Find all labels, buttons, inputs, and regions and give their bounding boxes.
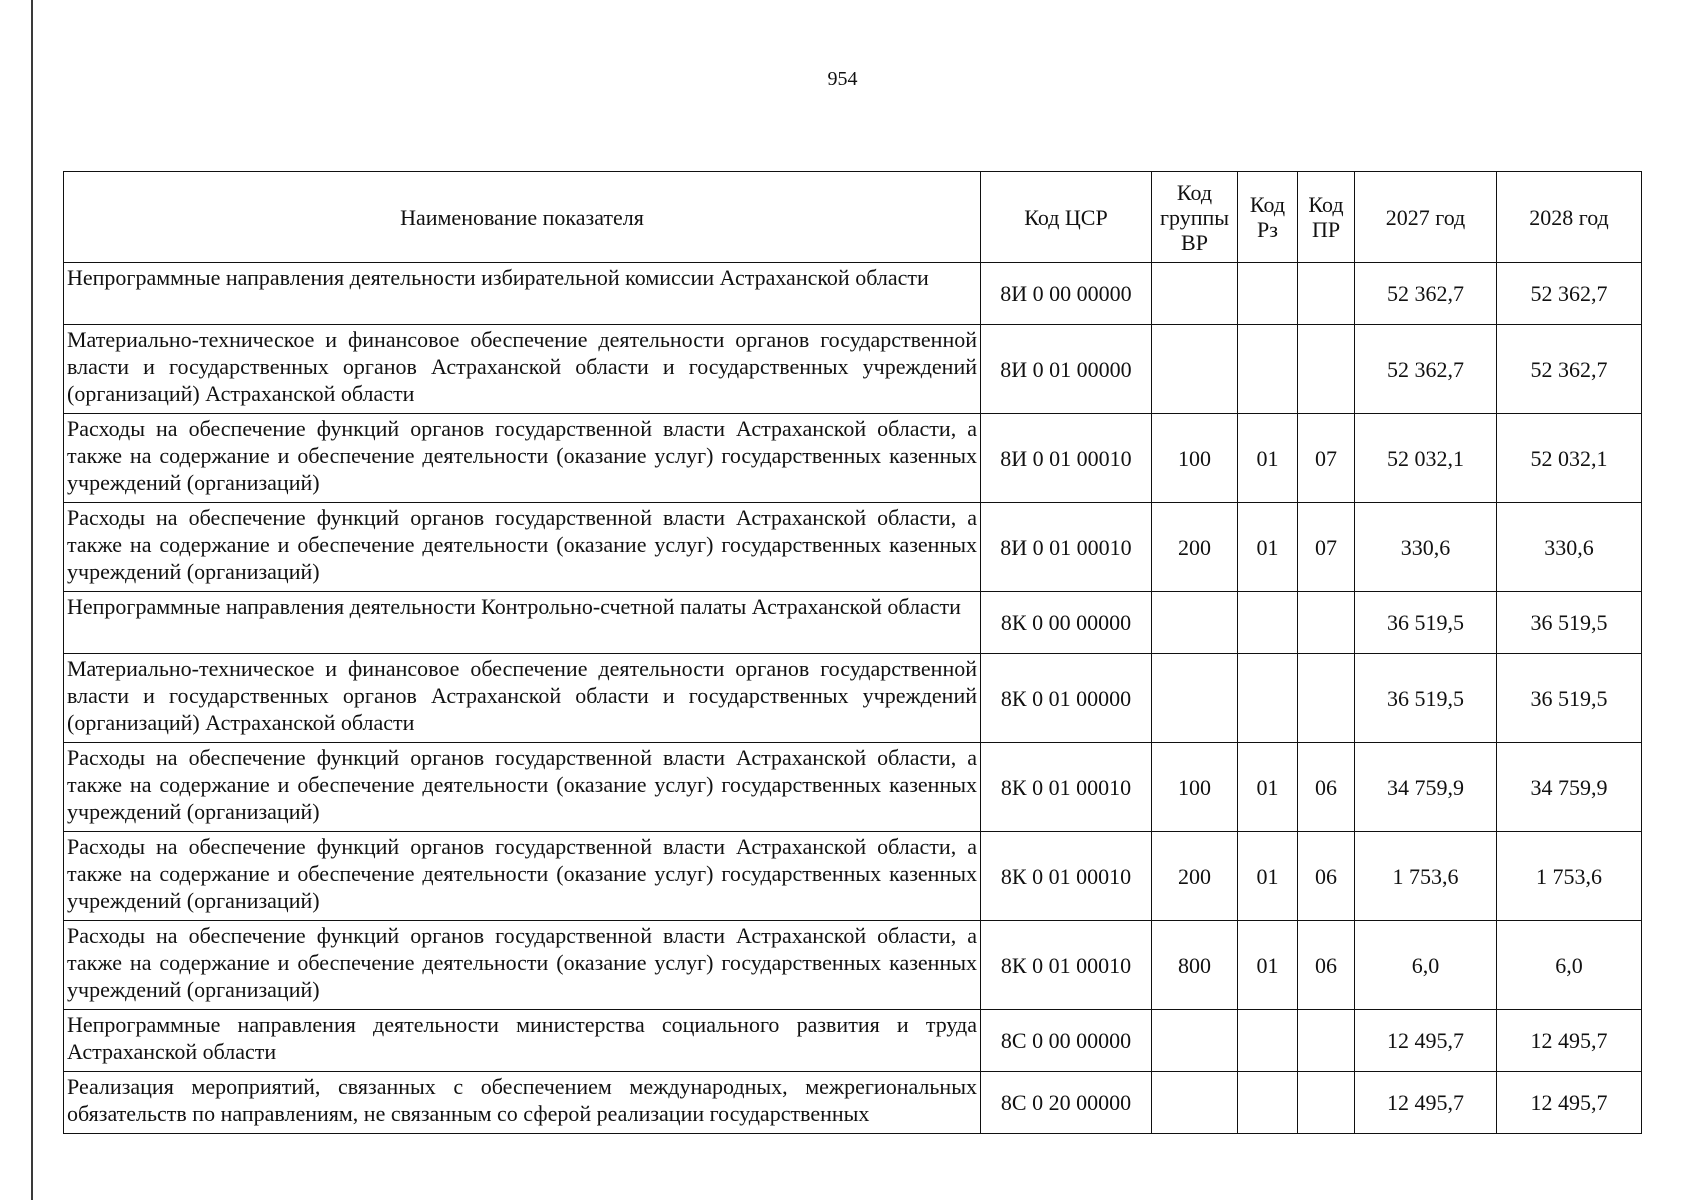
row-rz [1238, 654, 1298, 743]
row-pr [1298, 592, 1355, 654]
row-rz [1238, 592, 1298, 654]
row-2027: 52 032,1 [1355, 414, 1497, 503]
table-row [64, 1010, 1642, 1072]
table-row [64, 1072, 1642, 1134]
row-2027: 330,6 [1355, 503, 1497, 592]
table-header-row [64, 172, 1642, 263]
row-csr: 8К 0 01 00000 [981, 654, 1152, 743]
row-2027: 36 519,5 [1355, 592, 1497, 654]
row-2028: 1 753,6 [1497, 832, 1642, 921]
table-row [64, 503, 1642, 592]
row-2027: 6,0 [1355, 921, 1497, 1010]
table-row [64, 921, 1642, 1010]
row-name: Материально-техническое и финансовое обеспечение деятельности органов государственной власти и государственных органов Астраханской области и государственных учреждений (организаций) Астраханской области [64, 325, 981, 414]
row-2027: 52 362,7 [1355, 325, 1497, 414]
row-vr: 200 [1152, 503, 1238, 592]
header-pr-line-1: Код [1308, 192, 1344, 217]
row-name-cell [64, 1072, 981, 1134]
row-2028: 36 519,5 [1497, 654, 1642, 743]
row-csr: 8К 0 01 00010 [981, 921, 1152, 1010]
row-vr [1152, 263, 1238, 325]
header-pr-line-2: ПР [1311, 217, 1341, 242]
row-csr: 8И 0 01 00010 [981, 414, 1152, 503]
row-name: Расходы на обеспечение функций органов государственной власти Астраханской области, а также на содержание и обеспечение деятельности (оказание услуг) государственных казенных учреждений (организаций) [64, 832, 981, 921]
row-2028: 34 759,9 [1497, 743, 1642, 832]
header-name: Наименование показателя [64, 172, 981, 263]
header-2028: 2028 год [1497, 172, 1642, 263]
table-row [64, 832, 1642, 921]
row-pr: 06 [1298, 743, 1355, 832]
row-vr [1152, 592, 1238, 654]
row-csr: 8С 0 00 00000 [981, 1010, 1152, 1072]
budget-table [63, 171, 1642, 1134]
header-csr: Код ЦСР [981, 172, 1152, 263]
row-rz: 01 [1238, 743, 1298, 832]
row-name: Материально-техническое и финансовое обеспечение деятельности органов государственной власти и государственных органов Астраханской области и государственных учреждений (организаций) Астраханской области [64, 654, 981, 743]
header-vr-line-1: Код [1176, 179, 1213, 205]
table-row [64, 263, 1642, 325]
row-2027: 52 362,7 [1355, 263, 1497, 325]
table-row [64, 414, 1642, 503]
row-2027: 34 759,9 [1355, 743, 1497, 832]
row-rz [1238, 325, 1298, 414]
row-pr: 07 [1298, 503, 1355, 592]
row-2027: 12 495,7 [1355, 1010, 1497, 1072]
header-vr-line-2: группы [1159, 204, 1230, 230]
row-vr: 100 [1152, 414, 1238, 503]
row-rz: 01 [1238, 921, 1298, 1010]
row-2028: 36 519,5 [1497, 592, 1642, 654]
row-csr: 8И 0 01 00010 [981, 503, 1152, 592]
row-pr [1298, 325, 1355, 414]
header-rz-line-1: Код [1249, 192, 1286, 217]
row-name: Расходы на обеспечение функций органов государственной власти Астраханской области, а также на содержание и обеспечение деятельности (оказание услуг) государственных казенных учреждений (организаций) [64, 503, 981, 592]
row-rz [1238, 263, 1298, 325]
row-2027: 1 753,6 [1355, 832, 1497, 921]
header-pr [1298, 172, 1355, 263]
page-number: 954 [827, 68, 858, 90]
row-pr: 06 [1298, 921, 1355, 1010]
row-2028: 52 032,1 [1497, 414, 1642, 503]
row-vr [1152, 1072, 1238, 1134]
row-name: Непрограммные направления деятельности министерства социального развития и труда Астраханской области [64, 1010, 981, 1072]
row-name: Расходы на обеспечение функций органов государственной власти Астраханской области, а также на содержание и обеспечение деятельности (оказание услуг) государственных казенных учреждений (организаций) [64, 414, 981, 503]
table-row [64, 743, 1642, 832]
row-2027: 12 495,7 [1355, 1072, 1497, 1134]
row-vr: 200 [1152, 832, 1238, 921]
table-row [64, 325, 1642, 414]
row-pr [1298, 263, 1355, 325]
header-2027: 2027 год [1355, 172, 1497, 263]
row-name: Расходы на обеспечение функций органов государственной власти Астраханской области, а также на содержание и обеспечение деятельности (оказание услуг) государственных казенных учреждений (организаций) [64, 743, 981, 832]
row-vr [1152, 654, 1238, 743]
row-csr: 8И 0 00 00000 [981, 263, 1152, 325]
table-row [64, 592, 1642, 654]
row-csr: 8И 0 01 00000 [981, 325, 1152, 414]
row-rz: 01 [1238, 832, 1298, 921]
row-pr [1298, 654, 1355, 743]
row-vr [1152, 1010, 1238, 1072]
header-vr-line-3: ВР [1181, 229, 1208, 255]
row-vr [1152, 325, 1238, 414]
row-name: Расходы на обеспечение функций органов государственной власти Астраханской области, а также на содержание и обеспечение деятельности (оказание услуг) государственных казенных учреждений (организаций) [64, 921, 981, 1010]
header-vr [1152, 172, 1238, 263]
row-rz [1238, 1010, 1298, 1072]
row-csr: 8К 0 01 00010 [981, 832, 1152, 921]
row-name: Непрограммные направления деятельности Контрольно-счетной палаты Астраханской области [64, 592, 981, 654]
header-rz-line-2: Рз [1257, 217, 1278, 242]
row-2027: 36 519,5 [1355, 654, 1497, 743]
row-vr: 800 [1152, 921, 1238, 1010]
row-pr: 06 [1298, 832, 1355, 921]
row-pr: 07 [1298, 414, 1355, 503]
page-margin-line [31, 0, 33, 1200]
row-rz [1238, 1072, 1298, 1134]
row-csr: 8К 0 00 00000 [981, 592, 1152, 654]
row-pr [1298, 1072, 1355, 1134]
row-2028: 52 362,7 [1497, 263, 1642, 325]
row-csr: 8С 0 20 00000 [981, 1072, 1152, 1134]
row-2028: 12 495,7 [1497, 1072, 1642, 1134]
row-2028: 12 495,7 [1497, 1010, 1642, 1072]
row-rz: 01 [1238, 503, 1298, 592]
row-name: Реализация мероприятий, связанных с обеспечением международных, межрегиональных обязательств по направлениям, не связанным со сферой реализации государственных [67, 1074, 977, 1126]
row-2028: 330,6 [1497, 503, 1642, 592]
table-row [64, 654, 1642, 743]
row-name: Непрограммные направления деятельности избирательной комиссии Астраханской области [64, 263, 981, 325]
row-2028: 52 362,7 [1497, 325, 1642, 414]
row-vr: 100 [1152, 743, 1238, 832]
row-rz: 01 [1238, 414, 1298, 503]
row-2028: 6,0 [1497, 921, 1642, 1010]
header-rz [1238, 172, 1298, 263]
row-pr [1298, 1010, 1355, 1072]
row-csr: 8К 0 01 00010 [981, 743, 1152, 832]
